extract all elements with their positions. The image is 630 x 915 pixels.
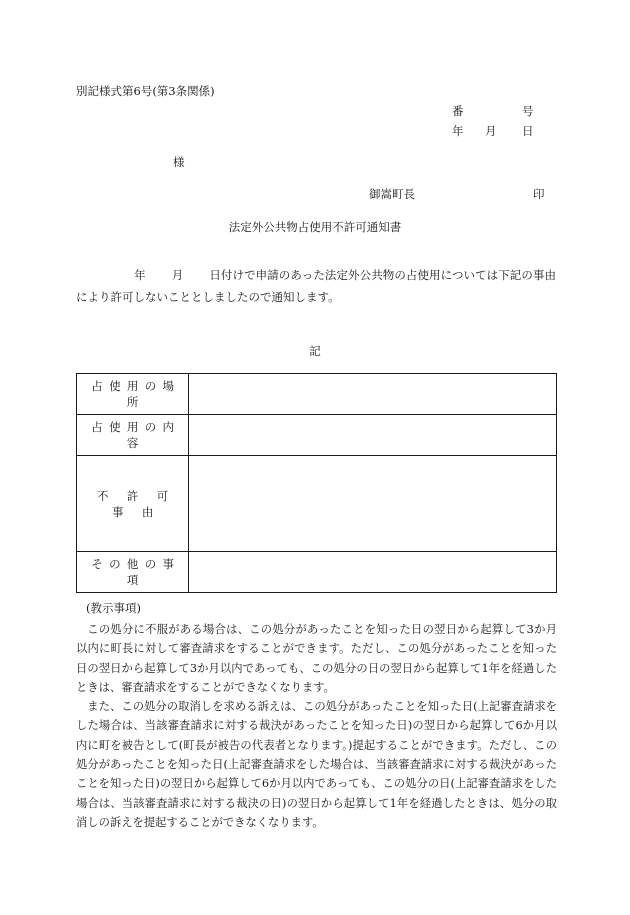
number-suffix: 号 [522, 104, 534, 118]
instruction-paragraph-1: この処分に不服がある場合は、この処分があったことを知った日の翌日から起算して3か月以内に町長に対して審査請求をすることができます。ただし、この処分があったことを知った日の翌日から起算して3か月以内であっても、この処分の日の翌日から起算して1年を経過したときは、審査請求をすることができなくなります。 [76, 623, 557, 694]
instruction-heading: (教示事項) [86, 601, 141, 615]
number-label: 番 [452, 104, 464, 118]
table-row [77, 552, 557, 593]
addressee-honorific: 様 [173, 155, 185, 169]
body-text: 日付けで申請のあった法定外公共物の占使用については下記の事由により許可しないこととしましたので通知します。 [76, 268, 557, 304]
table-row [77, 415, 557, 456]
table-row [77, 374, 557, 415]
sender-mayor: 御嵩町長 [369, 187, 415, 201]
seal-mark: 印 [533, 187, 545, 201]
row-value-other [189, 552, 557, 593]
date-year-label: 年 [452, 124, 464, 138]
notice-body [76, 264, 556, 308]
date-month-label: 月 [485, 124, 497, 138]
body-month-label: 月 [171, 268, 184, 282]
ki-marker: 記 [309, 344, 321, 358]
row-label-location: 占使用の場所 [77, 374, 189, 415]
instruction-notes [76, 620, 557, 832]
row-label-content: 占使用の内容 [77, 415, 189, 456]
date-day-label: 日 [522, 124, 534, 138]
row-value-content [189, 415, 557, 456]
document-title: 法定外公共物占使用不許可通知書 [228, 220, 402, 234]
form-number: 別記様式第6号(第3条関係) [76, 84, 215, 98]
row-label-other: その他の事項 [77, 552, 189, 593]
row-label-reason: 不許可事由 [77, 456, 189, 552]
row-value-location [189, 374, 557, 415]
row-value-reason [189, 456, 557, 552]
body-year-label: 年 [134, 268, 146, 282]
detail-table [76, 373, 557, 593]
instruction-paragraph-2: また、この処分の取消しを求める訴えは、この処分があったことを知った日(上記審査請求をした場合は、当該審査請求に対する裁決があったことを知った日)の翌日から起算して6か月以内に町を被告として(町長が被告の代表者となります。)提起することができます。ただし、この処分があったことを知った日(上記審査請求をした場合は、当該審査請求に対する裁決があったことを知った日)の翌日から起算して6か月以内であっても、この処分の日(上記審査請求をした場合は、当該審査請求に対する裁決の日)の翌日から起算して1年を経過したときは、処分の取消しの訴えを提起することができなくなります。 [76, 700, 557, 829]
table-row [77, 456, 557, 552]
